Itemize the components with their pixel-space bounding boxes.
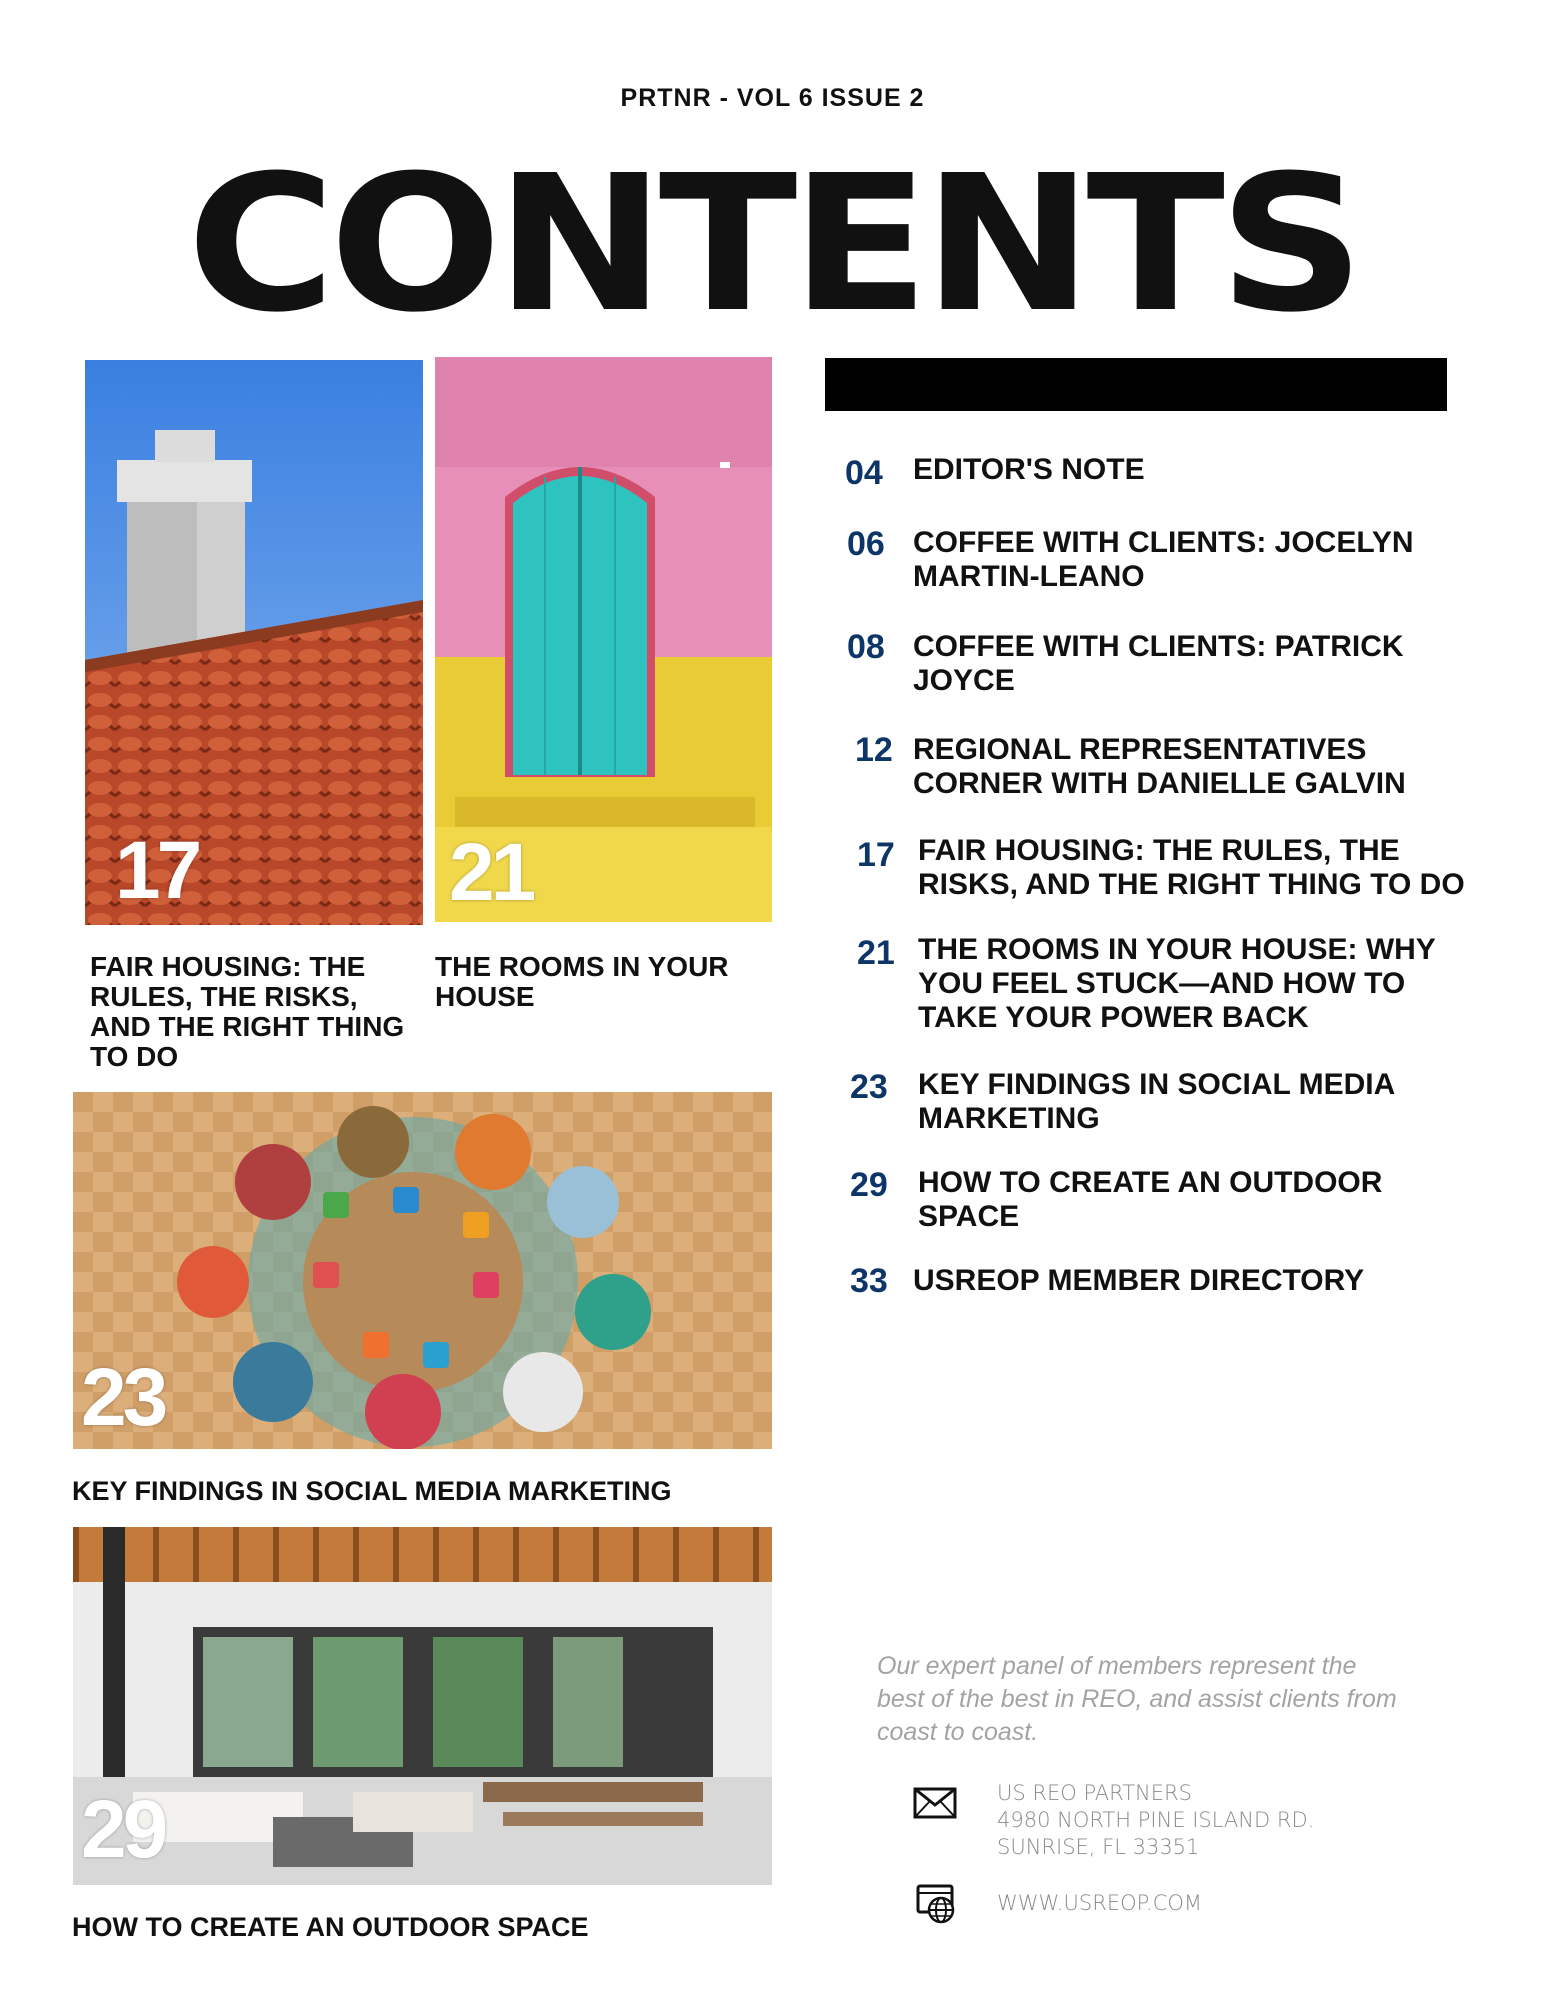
toc-page-number: 21 bbox=[857, 934, 895, 972]
feature-caption[interactable]: THE ROOMS IN YOUR HOUSE bbox=[435, 951, 729, 1012]
toc-entry[interactable]: COFFEE WITH CLIENTS: JOCELYN MARTIN-LEANO bbox=[913, 526, 1414, 593]
toc-page-number: 04 bbox=[845, 454, 883, 492]
toc-entry[interactable]: FAIR HOUSING: THE RULES, THE RISKS, AND THE RIGHT THING TO DO bbox=[918, 834, 1465, 901]
toc-page-number: 33 bbox=[850, 1262, 888, 1300]
feature-photo-outdoor-space[interactable] bbox=[73, 1527, 772, 1885]
toc-page-number: 12 bbox=[855, 731, 893, 769]
toc-entry[interactable]: THE ROOMS IN YOUR HOUSE: WHY YOU FEEL STUCK—AND HOW TO TAKE YOUR POWER BACK bbox=[918, 933, 1436, 1034]
address-line: 4980 NORTH PINE ISLAND RD. bbox=[997, 1808, 1315, 1832]
social-media-image bbox=[73, 1092, 772, 1449]
toc-page-number: 08 bbox=[847, 628, 885, 666]
address-line: SUNRISE, FL 33351 bbox=[997, 1835, 1200, 1859]
toc-entry[interactable]: COFFEE WITH CLIENTS: PATRICK JOYCE bbox=[913, 630, 1404, 697]
toc-entry[interactable]: REGIONAL REPRESENTATIVES CORNER WITH DANIELLE GALVIN bbox=[913, 733, 1406, 800]
feature-caption[interactable]: FAIR HOUSING: THE RULES, THE RISKS, AND THE RIGHT THING TO DO bbox=[90, 951, 405, 1072]
outdoor-space-image bbox=[73, 1527, 772, 1885]
toc-page-number: 23 bbox=[850, 1068, 888, 1106]
issue-line: PRTNR - VOL 6 ISSUE 2 bbox=[620, 84, 925, 112]
toc-entry[interactable]: HOW TO CREATE AN OUTDOOR SPACE bbox=[918, 1166, 1383, 1233]
tagline: Our expert panel of members represent the best of the best in REO, and assist clients from coast to coast. bbox=[877, 1652, 1397, 1746]
globe-icon bbox=[916, 1884, 958, 1929]
feature-photo-roof[interactable] bbox=[85, 360, 423, 925]
feature-caption[interactable]: HOW TO CREATE AN OUTDOOR SPACE bbox=[72, 1912, 589, 1942]
toc-page-number: 29 bbox=[850, 1166, 888, 1204]
address-line: US REO PARTNERS bbox=[997, 1781, 1192, 1805]
envelope-icon bbox=[913, 1787, 957, 1824]
feature-number: 17 bbox=[115, 825, 199, 916]
title-bar-divider bbox=[825, 358, 1447, 411]
toc-entry[interactable]: KEY FINDINGS IN SOCIAL MEDIA MARKETING bbox=[918, 1068, 1395, 1135]
feature-caption[interactable]: KEY FINDINGS IN SOCIAL MEDIA MARKETING bbox=[72, 1476, 672, 1506]
toc-entry[interactable]: EDITOR'S NOTE bbox=[913, 453, 1145, 486]
toc-page-number: 06 bbox=[847, 525, 885, 563]
address-block bbox=[997, 1780, 1314, 1861]
website-link[interactable]: WWW.USREOP.COM bbox=[997, 1891, 1203, 1915]
feature-photo-social-media[interactable] bbox=[73, 1092, 772, 1449]
feature-number: 29 bbox=[81, 1784, 165, 1875]
page-title: CONTENTS bbox=[186, 135, 1359, 354]
toc-page-number: 17 bbox=[857, 836, 895, 874]
feature-number: 23 bbox=[81, 1352, 165, 1443]
toc-entry[interactable]: USREOP MEMBER DIRECTORY bbox=[913, 1264, 1365, 1297]
feature-photo-door[interactable] bbox=[435, 357, 772, 922]
feature-number: 21 bbox=[449, 827, 533, 918]
